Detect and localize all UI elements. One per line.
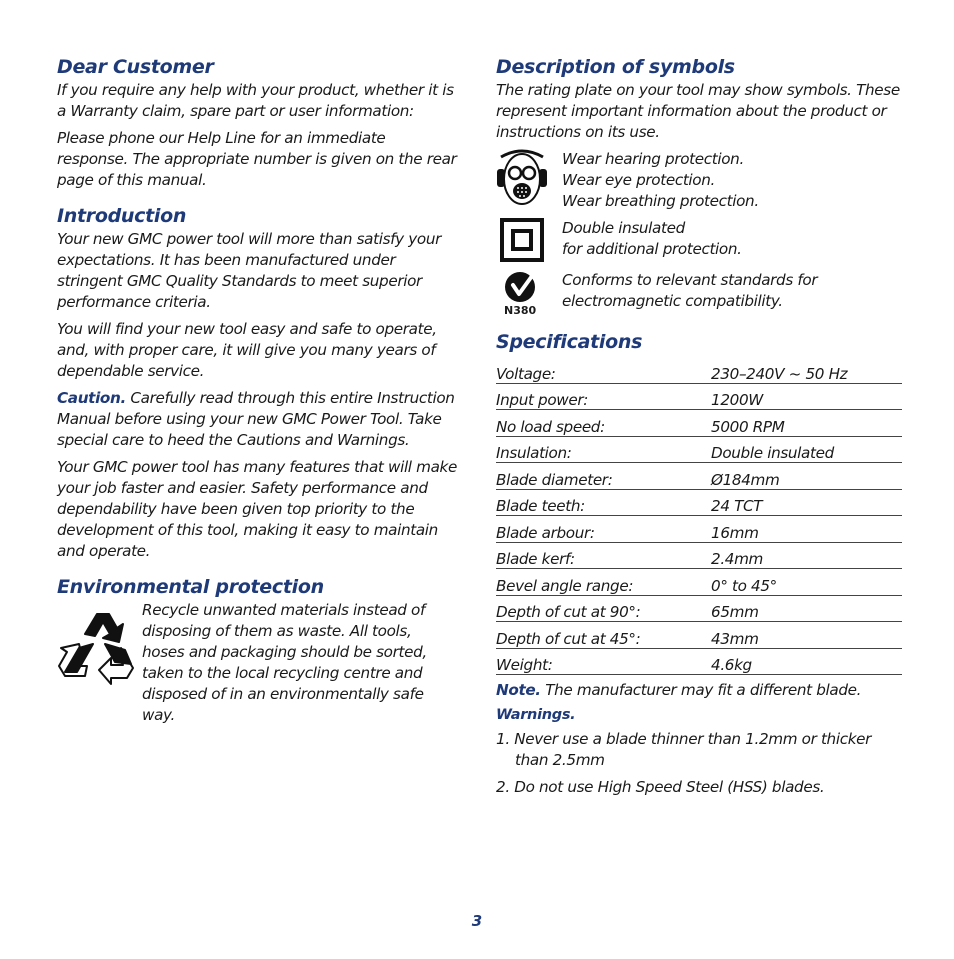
spec-row [496, 516, 902, 543]
spec-label: Voltage: [496, 357, 711, 383]
recycle-icon [57, 604, 139, 686]
warning-item: 2. Do not use High Speed Steel (HSS) blades. [496, 778, 825, 796]
spec-label: Blade diameter: [496, 463, 711, 490]
symbol-row-protection [496, 149, 902, 212]
warnings-title: Warnings. [496, 707, 576, 723]
symbol-line: Wear breathing protection. [562, 192, 759, 210]
note-lead: Note. [496, 681, 541, 699]
specifications-heading: Specifications [496, 331, 643, 353]
c-tick-icon [496, 270, 562, 317]
environmental-section [57, 574, 457, 726]
symbol-line: Wear hearing protection. [562, 150, 744, 168]
spec-label: No load speed: [496, 410, 711, 437]
spec-label: Blade teeth: [496, 489, 711, 516]
warning-item: 1. Never use a blade thinner than 1.2mm or thicker than 2.5mm [496, 730, 872, 769]
spec-label: Input power: [496, 383, 711, 410]
symbol-row-double-insulated [496, 218, 902, 264]
introduction-paragraph-2: You will find your new tool easy and safe to operate, and, with proper care, it will give you many years of dependable service. [57, 320, 437, 380]
spec-label: Bevel angle range: [496, 569, 711, 596]
spec-label: Blade arbour: [496, 516, 711, 543]
specifications-section [496, 329, 902, 798]
caution-paragraph [57, 388, 457, 451]
note-text: The manufacturer may fit a different blade. [540, 681, 862, 699]
spec-label: Weight: [496, 648, 711, 675]
caution-lead: Caution. [57, 389, 126, 407]
spec-value: 65mm [711, 595, 902, 622]
symbols-intro: The rating plate on your tool may show symbols. These represent important information about the product or instructions on its use. [496, 81, 900, 141]
spec-value: 24 TCT [711, 489, 902, 516]
spec-label: Depth of cut at 45°: [496, 622, 711, 649]
spec-label: Depth of cut at 90°: [496, 595, 711, 622]
specifications-table [496, 357, 902, 675]
introduction-paragraph-1: Your new GMC power tool will more than satisfy your expectations. It has been manufactured under stringent GMC Quality Standards to meet superior performance criteria. [57, 230, 441, 311]
double-insulated-text [562, 218, 742, 260]
spec-value: Ø184mm [711, 463, 902, 490]
warnings-list [496, 729, 902, 798]
symbol-line: Conforms to relevant standards for [562, 271, 818, 289]
protection-head-icon [496, 149, 562, 207]
spec-row [496, 436, 902, 463]
environmental-text: Recycle unwanted materials instead of disposing of them as waste. All tools, hoses and packaging should be sorted, taken to the local recycling centre and disposed of in an environmentally safe way. [142, 601, 427, 724]
dear-customer-section [57, 54, 457, 191]
page-number: 3 [471, 912, 483, 930]
introduction-heading: Introduction [57, 205, 187, 227]
spec-value: 2.4mm [711, 542, 902, 569]
symbol-row-c-tick [496, 270, 902, 317]
spec-value: 4.6kg [711, 648, 902, 675]
symbol-line: for additional protection. [562, 240, 742, 258]
introduction-section [57, 203, 457, 562]
symbol-line: electromagnetic compatibility. [562, 292, 783, 310]
symbol-line: Wear eye protection. [562, 171, 715, 189]
spec-value: 230–240V ~ 50 Hz [711, 357, 902, 383]
spec-value: 43mm [711, 622, 902, 649]
c-tick-text [562, 270, 817, 312]
spec-value: Double insulated [711, 436, 902, 463]
dear-customer-heading: Dear Customer [57, 56, 214, 78]
introduction-paragraph-4: Your GMC power tool has many features that will make your job faster and easier. Safety performance and dependability have been given top priority to the development of this tool, making it easy to maintain and operate. [57, 458, 457, 560]
double-insulated-icon [496, 218, 562, 264]
spec-row [496, 463, 902, 490]
spec-row [496, 648, 902, 675]
spec-row [496, 542, 902, 569]
spec-value: 1200W [711, 383, 902, 410]
spec-value: 0° to 45° [711, 569, 902, 596]
spec-value: 5000 RPM [711, 410, 902, 437]
dear-customer-paragraph-2: Please phone our Help Line for an immediate response. The appropriate number is given on the rear page of this manual. [57, 129, 457, 189]
note-paragraph [496, 680, 902, 701]
spec-row [496, 569, 902, 596]
spec-label: Blade kerf: [496, 542, 711, 569]
symbols-heading: Description of symbols [496, 56, 735, 78]
spec-row [496, 595, 902, 622]
spec-row [496, 383, 902, 410]
left-column [57, 54, 457, 738]
symbols-section [496, 54, 902, 317]
spec-row [496, 489, 902, 516]
spec-row [496, 410, 902, 437]
dear-customer-paragraph-1: If you require any help with your product, whether it is a Warranty claim, spare part or user information: [57, 81, 454, 120]
spec-row [496, 622, 902, 649]
spec-row [496, 357, 902, 383]
environmental-heading: Environmental protection [57, 576, 324, 598]
n380-badge: N380 [504, 304, 537, 317]
symbol-line: Double insulated [562, 219, 685, 237]
right-column [496, 54, 902, 804]
spec-label: Insulation: [496, 436, 711, 463]
protection-text [562, 149, 759, 212]
caution-text: Carefully read through this entire Instruction Manual before using your new GMC Power Tool. Take special care to heed the Cautions and Warnings. [57, 389, 455, 449]
spec-value: 16mm [711, 516, 902, 543]
